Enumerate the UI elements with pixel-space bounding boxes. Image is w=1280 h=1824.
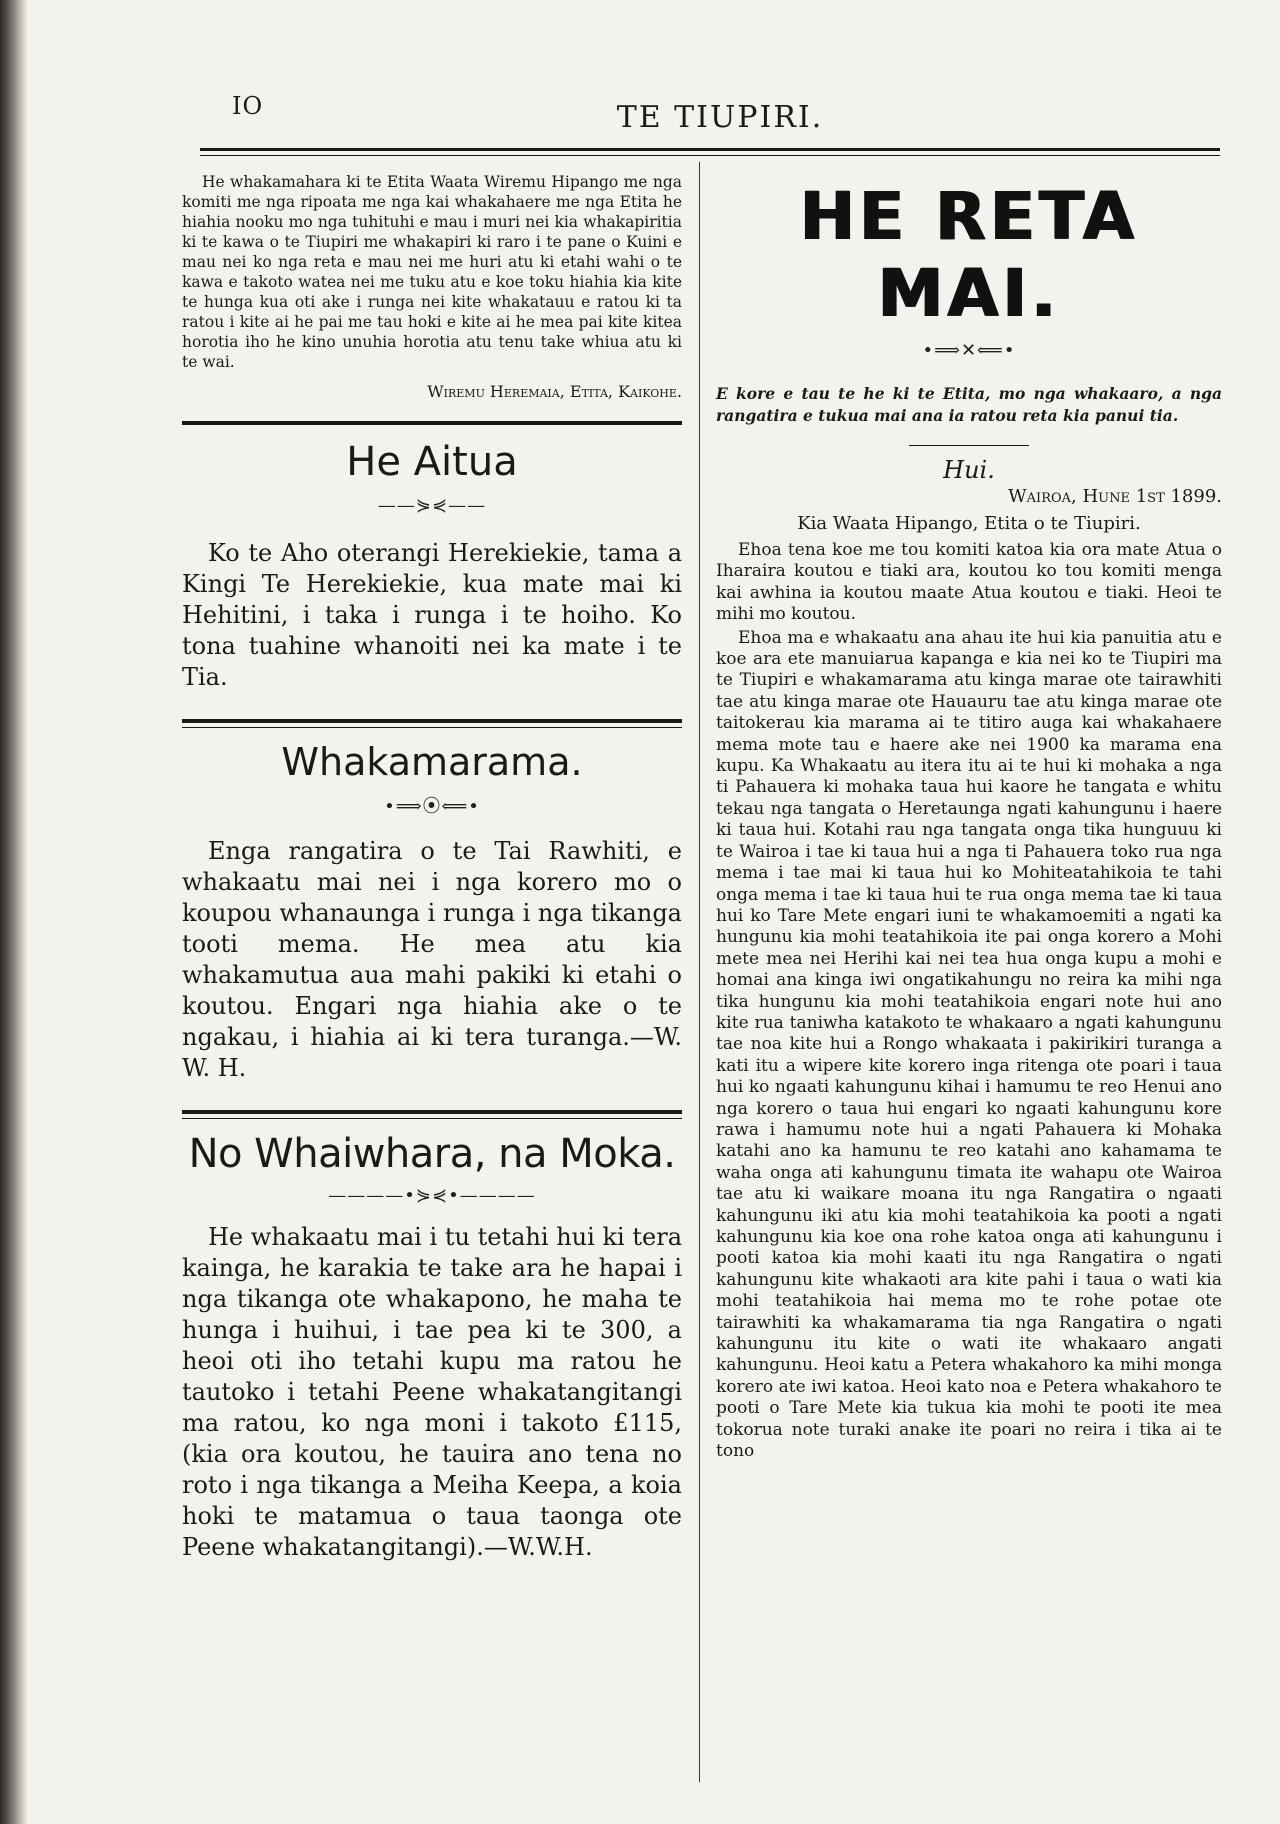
whakamarama-rule [182, 719, 682, 728]
left-column [182, 172, 682, 1563]
letter-paragraph-2: Ehoa ma e whakaatu ana ahau ite hui kia panuitia atu e koe ara ete manuiarua kapanga e kia nei ko te Tiupiri ma te Tiupiri e whakamarama atu kinga marae ote tairawhiti tae atu kinga marae ote Hauauru tae atu kinga marae ote taitokerau kia marama ai te titiro auga kai whakahaere mema mote tau e haere ake nei 1900 ka marama ena kupu. Ka Whakaatu au itera itu ai te hui ki mohaka a nga ti Pahauera ki mohaka taua hui kaore he tangata e whitu tekau nga tangata o Heretaunga ngati kahungunu i haere ki taua hui. Kotahi rau nga tangata onga tika hunguuu ki te Wairoa i tae ki taua hui a nga ti Pahauera toko rua nga mema i tae mai ki taua hui ko Mohiteatahikoia te tahi onga mema i tae ki taua hui te rua onga mema tae ki taua hui ko Tare Mete engari iuni te whakamoemiti a ngati ka hungunu kia mohi teatahikoia ite pai onga korero a Mohi mete mea nei Herihi kai nei tea hua onga kupu a mohi e homai ana kinga iwi ongatikahungu no reira ka mihi nga tika hungunu kia mohi teatahikoia engari note hui ano kite rua taniwha katakoto te whakaaro a ngati kahungunu tae noa kite hui a Rongo whakaata i pakirikiri turanga a kati itu a wipere kite korero inga ritenga ote poari i taua hui ko ngaati kahungunu kihai i hamumu te reo Henui ano nga korero o taua hui engari ko ngaati kahungunu kore rawa i hamumu note hui a ngati Pahauera ki Mohaka katahi ano ka hamunu te reo katahi ano kahamama te waha onga ati kahungunu timata ite wahapu ote Wairoa tae atu ki waikare moana itu nga Rangatira o ngaati kahungunu iki atu kia mohi teatahikoia ka pooti a ngati kahungunu kia koe ona rohe katoa onga ati kahungunu i pooti katoa kia mohi kaati itu nga Rangatira o ngati kahungunu kite whakaoti ara kite pahi i taua o wati kia mohi teatahikoia hai mema mo te rohe potae ote tairawhiti ka whakamarama tia nga Rangatira o ngati kahungunu itu kite o wati ite whakaaro angati kahungunu. Heoi katu a Petera whakahoro ka mihi monga korero ate iwi katoa. Heoi kato noa e Petera whakahoro te pooti o Tare Mete kia tukua kia mohi te pooti ite mea tokorua note turaki anake ite poari no reira i tika ai te tono [716, 627, 1222, 1462]
column-divider [699, 162, 700, 1782]
moka-rule [182, 1110, 682, 1119]
whakamarama-body: Enga rangatira o te Tai Rawhiti, e whakaatu mai nei i nga korero mo o koupou whanaunga i runga i nga tikanga tooti mema. He mea atu kia whakamutua aua mahi pakiki ki etahi o koutou. Engari nga hiahia ake o te ngakau, i hiahia ai ki tera turanga.—W. W. H. [182, 837, 682, 1082]
running-title: TE TIUPIRI. [616, 100, 824, 135]
letters-masthead: HE RETA MAI. [799, 178, 1139, 332]
header-rule-thin [200, 155, 1220, 156]
aitua-body: Ko te Aho oterangi Herekiekie, tama a Kingi Te Herekiekie, kua mate mai ki Hehitini, i taka i runga i te hoiho. Ko tona tuahine whanoiti nei ka mate i te Tia. [182, 539, 682, 691]
header-rule-thick [200, 148, 1220, 151]
aitua-rule [182, 421, 682, 425]
masthead-ornament: •⟹✕⟸• [922, 340, 1016, 361]
intro-signature: Wiremu Heremaia, Etita, Kaikohe. [427, 382, 682, 401]
hui-label: Hui. [943, 456, 995, 484]
whakamarama-ornament: •⟹⦿⟸• [384, 796, 480, 817]
moka-body: He whakaatu mai i tu tetahi hui ki tera kainga, he karakia te take ara he hapai i nga tikanga ote whakapono, he maha te hunga i huihui, i tae pea ki te 300, a heoi oti iho tetahi kupu ma ratou he tautoko i tetahi Peene whakatangitangi ma ratou, ko nga moni i takoto £115, (kia ora koutou, he tauira ano tena no roto i nga tikanga a Meiha Keepa, a koia hoki te matamua o taua taonga ote Peene whakatangitangi).—W.W.H. [182, 1223, 682, 1561]
short-divider [909, 445, 1029, 446]
whakamarama-heading: Whakamarama. [281, 740, 583, 784]
page-number: IO [232, 92, 264, 120]
right-column [716, 178, 1222, 1462]
aitua-ornament: ——⋟⋞—— [377, 495, 487, 516]
intro-paragraph: He whakamahara ki te Etita Waata Wiremu Hipango me nga komiti me nga ripoata me nga kai whakahaere me nga Etita he hiahia nooku mo nga tuhituhi e mau i muri nei kia whakapiritia ki te kawa o te Tiupiri me whakapiri ki raro i te pane o Kuini e mau nei ko nga reta e mau nei me huri atu ki etahi wahi o te kawa e takoto watea nei me tuku atu e koe toku hiahia kia kite te hunga kua oti ake i runga nei kite whakatauu e ratou ki ta ratou i kite ai he pai me tau hoki e kite ai he mea pai kite kitea horotia iho he kino unuhia horotia atu tenu take whiua atu ki te wai. [182, 173, 682, 371]
aitua-heading: He Aitua [346, 439, 518, 485]
moka-ornament: ————•⋟⋞•———— [328, 1185, 536, 1206]
letter-paragraph-1: Ehoa tena koe me tou komiti katoa kia ora mate Atua o Iharaira koutou e tiaki ara, koutou ko tou komiti menga kai awhina ia koutou maate Atua koutou e tiaki. Heoi te mihi mo koutou. [716, 540, 1222, 625]
page-binding-shadow [0, 0, 28, 1824]
editor-disclaimer: E kore e tau te he ki te Etita, mo nga whakaaro, a nga rangatira e tukua mai ana ia ratou reta kia panui tia. [716, 384, 1222, 425]
dateline: Wairoa, Hune 1st 1899. [1008, 486, 1222, 507]
moka-heading: No Whaiwhara, na Moka. [188, 1131, 676, 1177]
salutation: Kia Waata Hipango, Etita o te Tiupiri. [797, 513, 1141, 534]
